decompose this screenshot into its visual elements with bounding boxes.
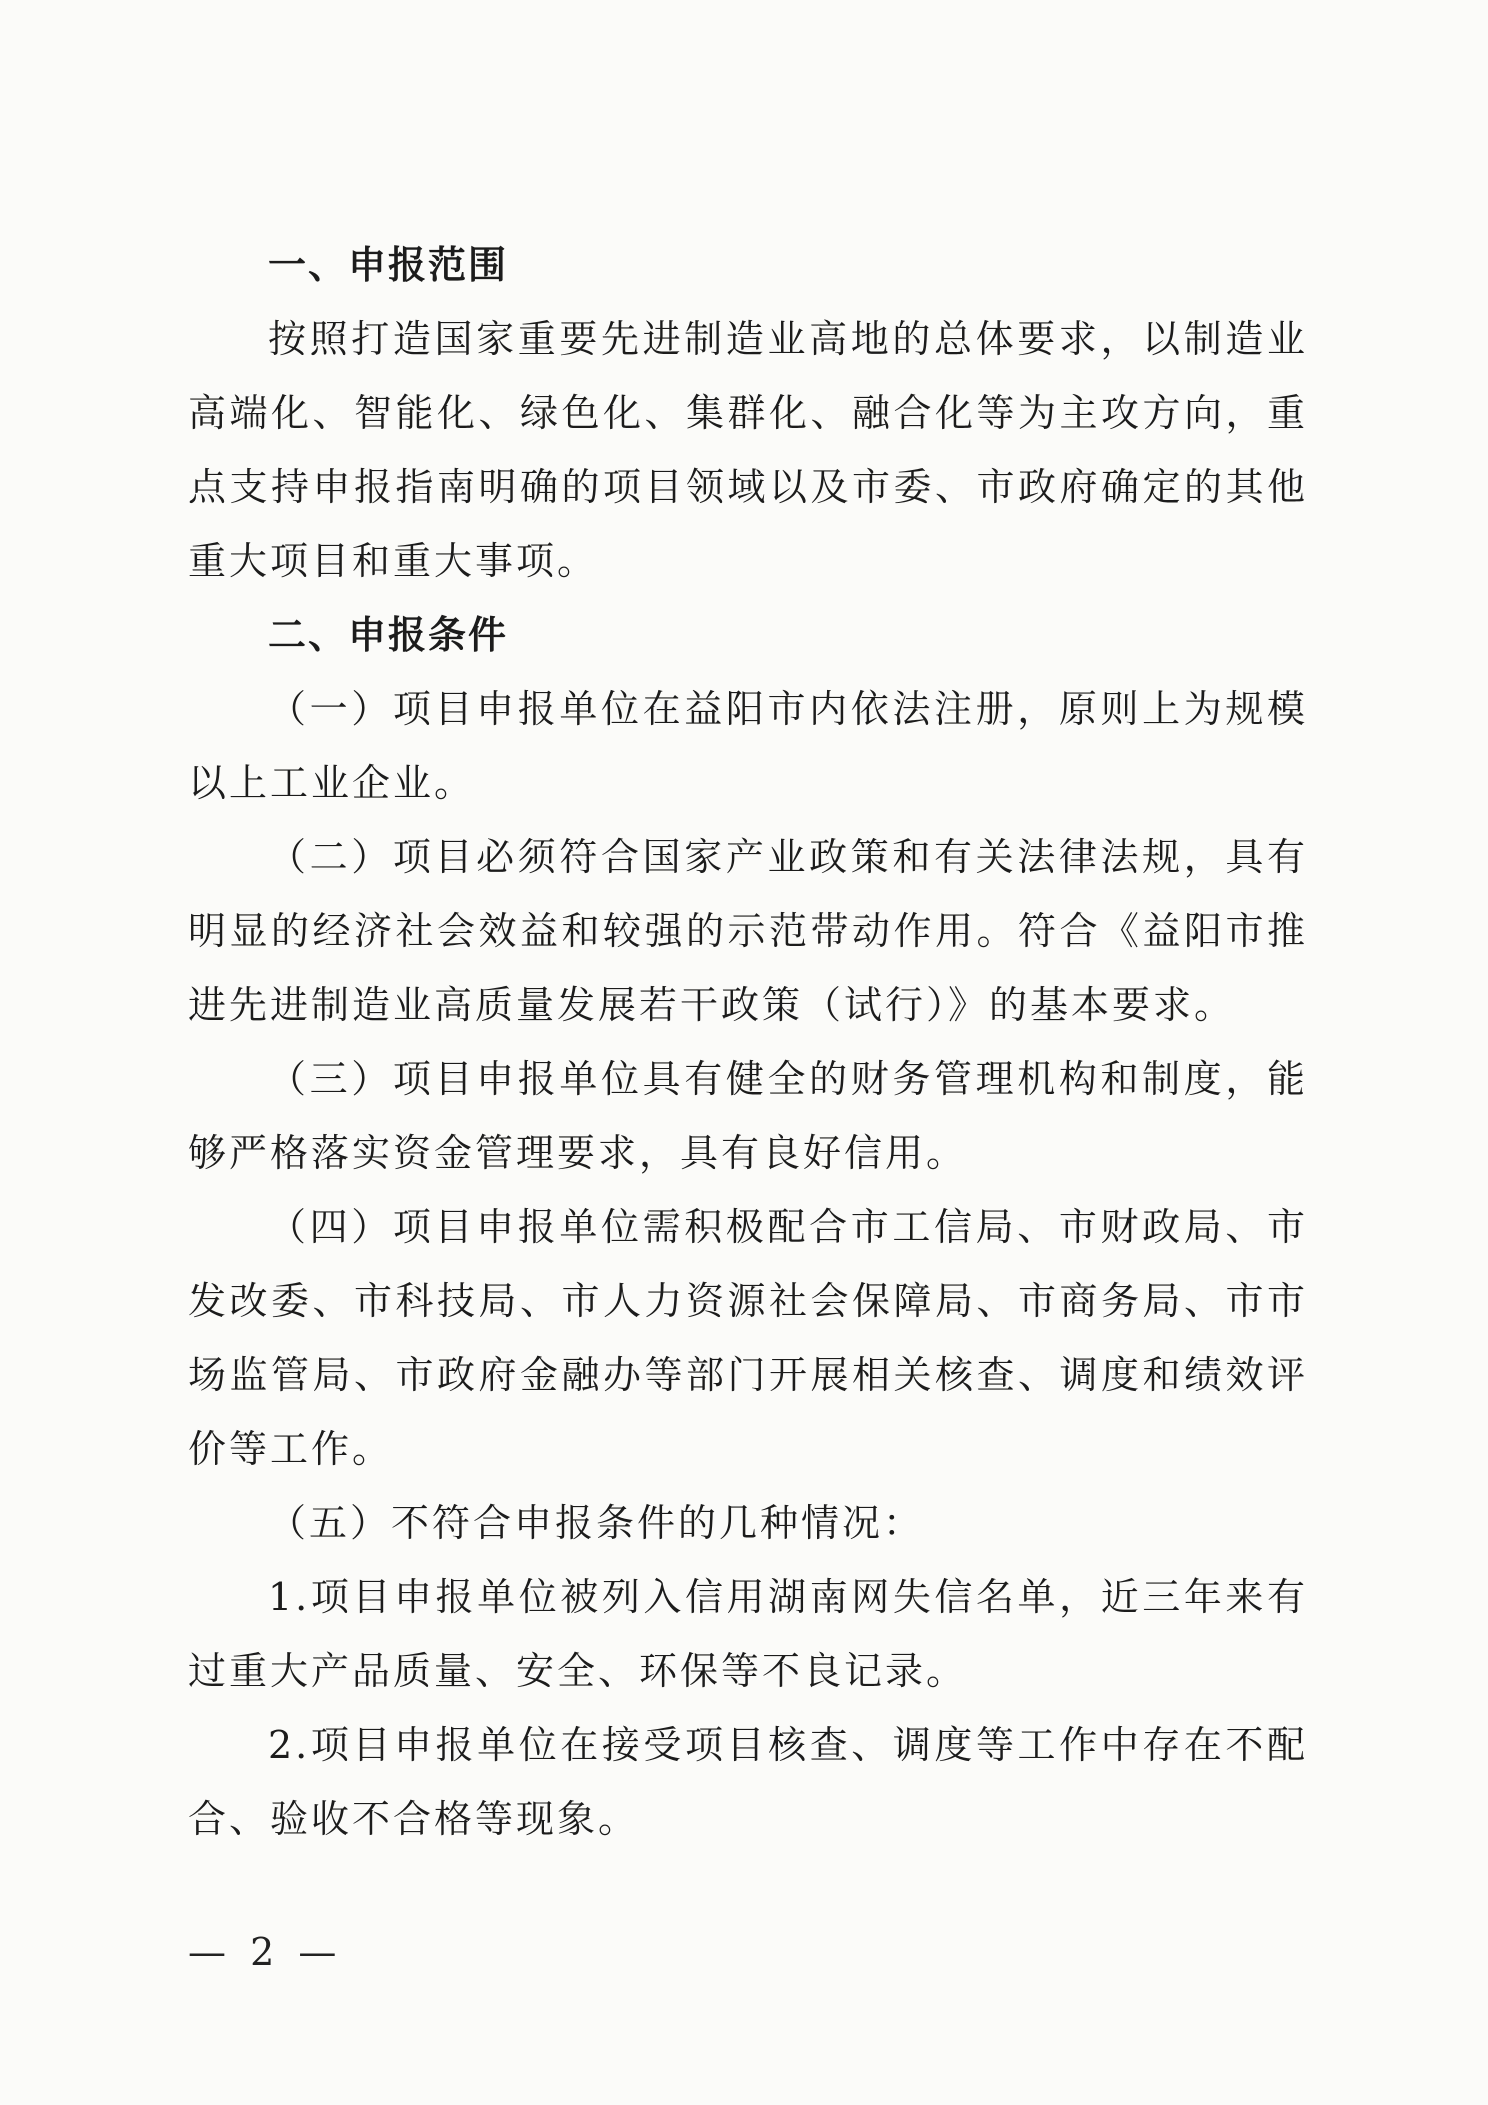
paragraph-condition-4: （四）项目申报单位需积极配合市工信局、市财政局、市发改委、市科技局、市人力资源社会保障局、市商务局、市市场监管局、市政府金融办等部门开展相关核查、调度和绩效评价等工作。	[188, 1205, 1308, 1471]
paragraph-condition-5: （五）不符合申报条件的几种情况：	[268, 1501, 925, 1545]
paragraph-condition-2: （二）项目必须符合国家产业政策和有关法律法规，具有明显的经济社会效益和较强的示范带动作用。符合《益阳市推进先进制造业高质量发展若干政策（试行）》的基本要求。	[188, 835, 1308, 1027]
paragraph-exclusion-1: 1.项目申报单位被列入信用湖南网失信名单，近三年来有过重大产品质量、安全、环保等不良记录。	[188, 1575, 1308, 1693]
document-body	[188, 228, 1308, 1856]
page-number: — 2 —	[188, 1930, 343, 1974]
section-heading-conditions: 二、申报条件	[268, 613, 509, 657]
paragraph-condition-1: （一）项目申报单位在益阳市内依法注册，原则上为规模以上工业企业。	[188, 687, 1308, 805]
paragraph-exclusion-2: 2.项目申报单位在接受项目核查、调度等工作中存在不配合、验收不合格等现象。	[188, 1723, 1308, 1841]
paragraph-scope: 按照打造国家重要先进制造业高地的总体要求，以制造业高端化、智能化、绿色化、集群化、融合化等为主攻方向，重点支持申报指南明确的项目领域以及市委、市政府确定的其他重大项目和重大事项。	[188, 317, 1308, 583]
paragraph-condition-3: （三）项目申报单位具有健全的财务管理机构和制度，能够严格落实资金管理要求，具有良好信用。	[188, 1057, 1308, 1175]
section-heading-scope: 一、申报范围	[268, 243, 509, 287]
